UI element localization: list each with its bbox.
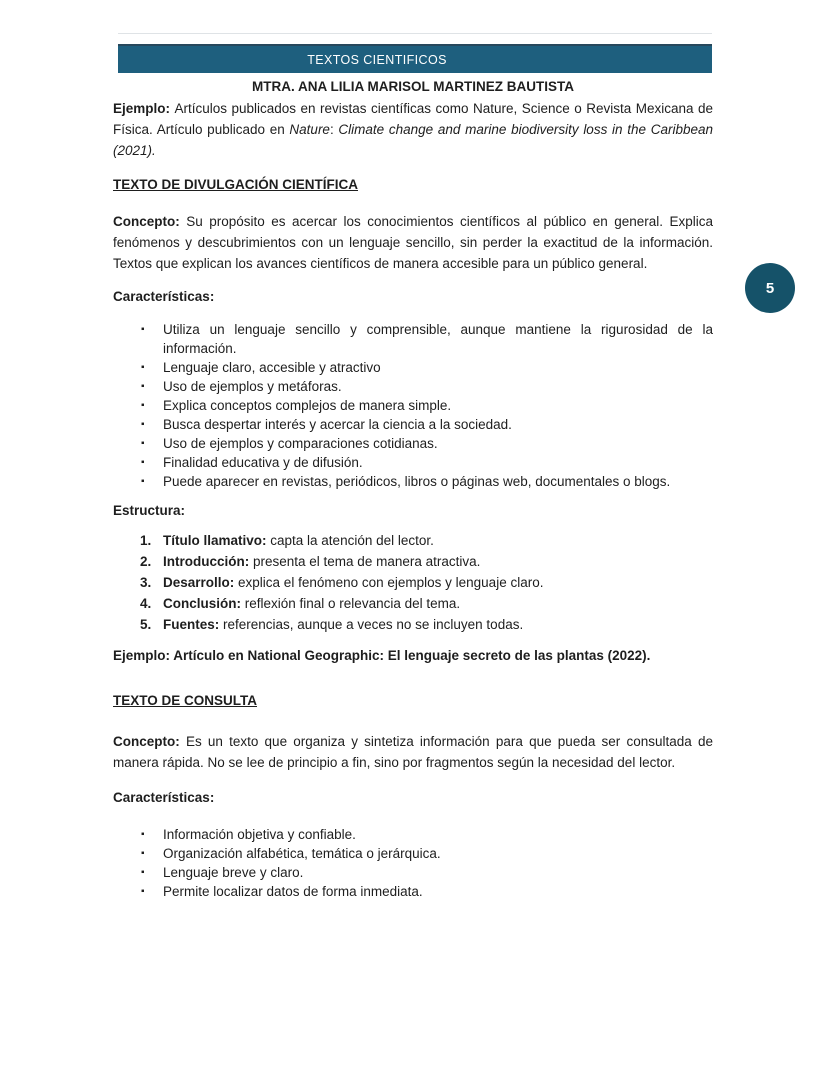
list-item — [113, 614, 713, 635]
item-number: 5. — [140, 617, 152, 632]
page-number-badge — [745, 263, 795, 313]
banner-title: TEXTOS CIENTIFICOS — [307, 52, 447, 67]
list-item — [113, 551, 713, 572]
list-item: ▪ Lenguaje claro, accesible y atractivo — [113, 358, 713, 377]
list-item: ▪ Finalidad educativa y de difusión. — [113, 453, 713, 472]
list-item: ▪ Explica conceptos complejos de manera simple. — [113, 396, 713, 415]
page-content — [113, 0, 713, 901]
title-banner — [118, 44, 712, 73]
list-item — [113, 530, 713, 551]
item-label: Fuentes: — [163, 617, 220, 632]
section-title-divulgacion: TEXTO DE DIVULGACIÓN CIENTÍFICA — [113, 177, 359, 192]
item-text: capta la atención del lector. — [266, 533, 434, 548]
item-number: 2. — [140, 554, 152, 569]
page-number: 5 — [765, 279, 775, 297]
author-line: MTRA. ANA LILIA MARISOL MARTINEZ BAUTISTA — [252, 79, 574, 94]
concept-paragraph-divulgacion: Concepto: Su propósito es acercar los conocimientos científicos al público en general. Explica fenómenos y descubrimientos con un lenguaje sencillo, sin perder la exactitud de la información. Textos que explican los avances científicos de manera accesible para un público general. — [113, 214, 714, 271]
caracteristicas-heading-consulta: Características: — [113, 790, 215, 805]
list-item: ▪ Busca despertar interés y acercar la ciencia a la sociedad. — [113, 415, 713, 434]
list-item: ▪ Puede aparecer en revistas, periódicos, libros o páginas web, documentales o blogs. — [113, 472, 713, 491]
estructura-heading: Estructura: — [113, 503, 186, 518]
ejemplo-line: Ejemplo: Artículo en National Geographic: El lenguaje secreto de las plantas (2022). — [113, 648, 651, 663]
item-text: explica el fenómeno con ejemplos y lenguaje claro. — [234, 575, 544, 590]
item-label: Introducción: — [163, 554, 250, 569]
list-item: ▪ Información objetiva y confiable. — [113, 825, 713, 844]
caracteristicas-list-consulta — [113, 825, 713, 901]
item-number: 3. — [140, 575, 152, 590]
section-title-consulta: TEXTO DE CONSULTA — [113, 693, 258, 708]
item-label: Título llamativo: — [163, 533, 267, 548]
list-item — [113, 593, 713, 614]
item-label: Desarrollo: — [163, 575, 235, 590]
list-item: ▪ Lenguaje breve y claro. — [113, 863, 713, 882]
item-label: Conclusión: — [163, 596, 241, 611]
item-text: referencias, aunque a veces no se incluyen todas. — [219, 617, 524, 632]
concept-paragraph-consulta: Concepto: Es un texto que organiza y sintetiza información para que pueda ser consultada de manera rápida. No se lee de principio a fin, sino por fragmentos según la necesidad del lector. — [113, 734, 713, 770]
top-divider — [118, 33, 712, 34]
intro-paragraph: Ejemplo: Artículos publicados en revistas científicas como Nature, Science o Revista Mexicana de Física. Artículo publicado en Nature: Climate change and marine biodiversity loss in the Caribbean (2021). — [113, 101, 714, 158]
list-item: ▪ Organización alfabética, temática o jerárquica. — [113, 844, 713, 863]
caracteristicas-list-divulgacion — [113, 320, 713, 491]
list-item: ▪ Uso de ejemplos y metáforas. — [113, 377, 713, 396]
item-number: 1. — [140, 533, 152, 548]
list-item: ▪ Uso de ejemplos y comparaciones cotidianas. — [113, 434, 713, 453]
list-item: ▪ Permite localizar datos de forma inmediata. — [113, 882, 713, 901]
item-text: presenta el tema de manera atractiva. — [249, 554, 481, 569]
caracteristicas-heading-divulgacion: Características: — [113, 289, 215, 304]
item-number: 4. — [140, 596, 152, 611]
item-text: reflexión final o relevancia del tema. — [241, 596, 461, 611]
list-item: ▪ Utiliza un lenguaje sencillo y comprensible, aunque mantiene la rigurosidad de la información. — [113, 320, 713, 358]
list-item — [113, 572, 713, 593]
estructura-list — [113, 530, 713, 635]
